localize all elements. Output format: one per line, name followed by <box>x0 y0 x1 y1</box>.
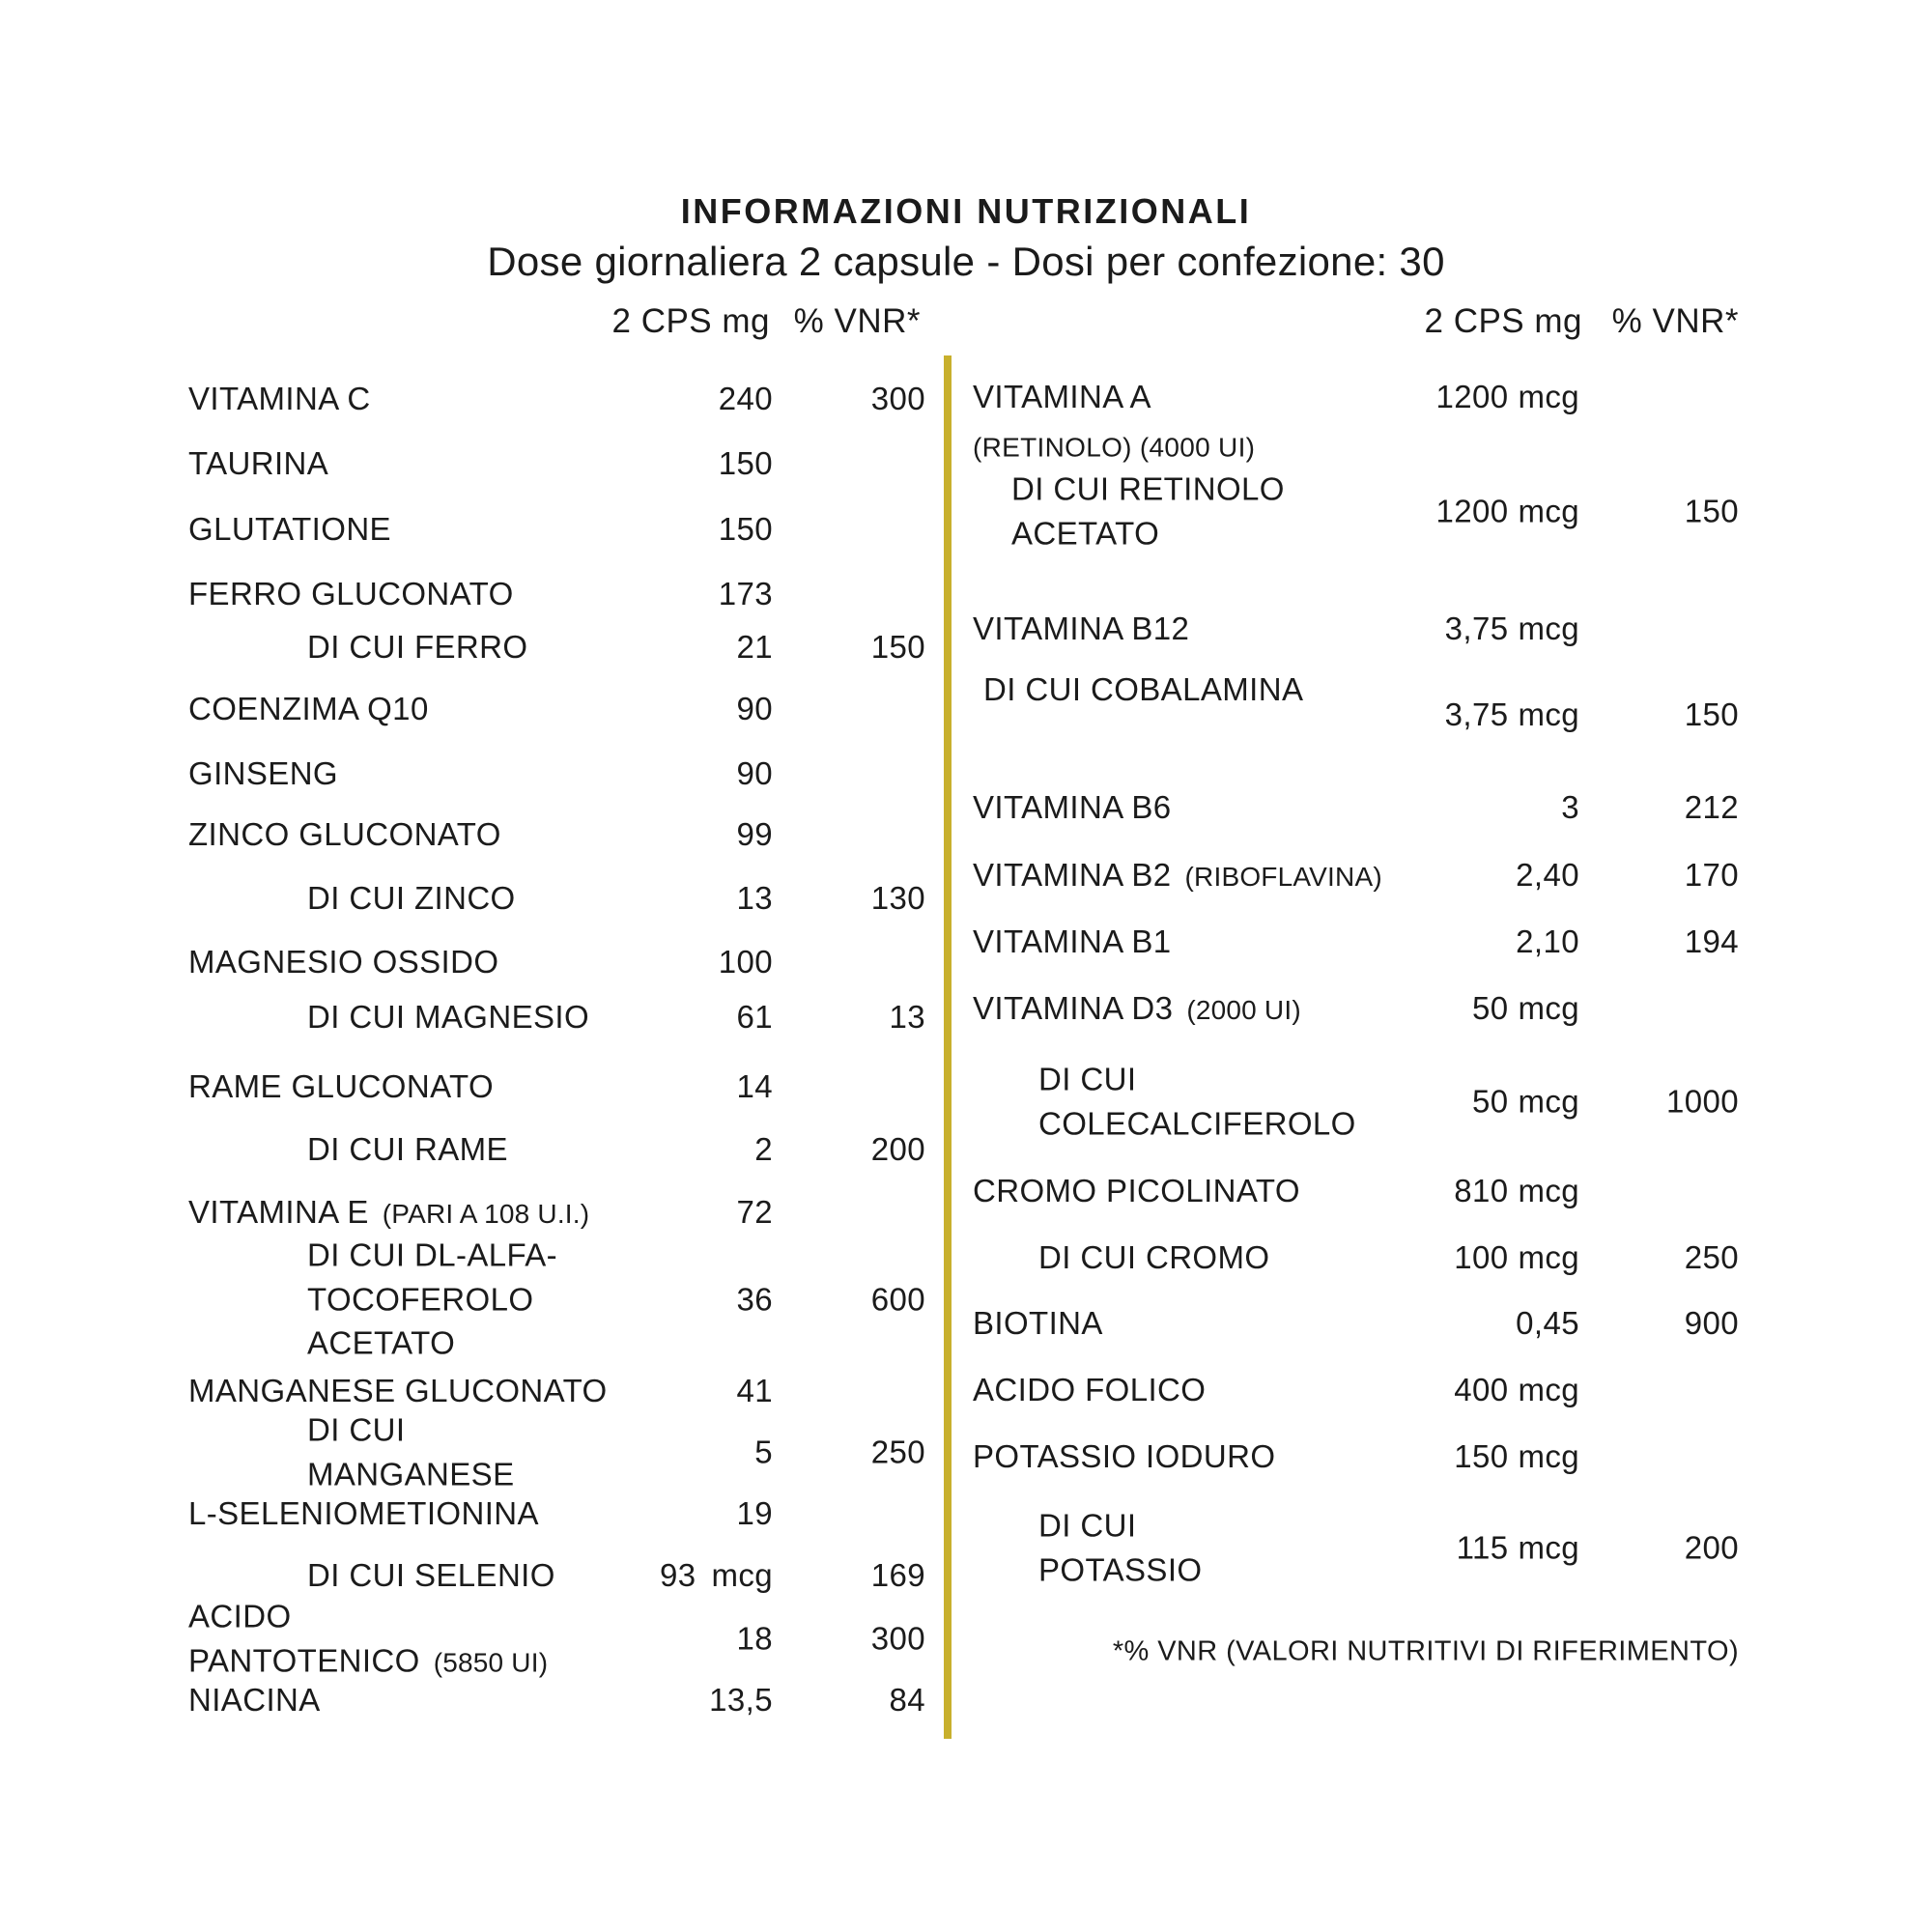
nutrient-label: VITAMINA E (PARI A 108 U.I.) <box>188 1194 590 1231</box>
nutrient-label: VITAMINA C <box>188 381 371 417</box>
nutrient-label: TAURINA <box>188 445 329 482</box>
nutrient-label: VITAMINA A <box>973 379 1151 415</box>
nutrient-label: GINSENG <box>188 755 338 792</box>
nutrient-label: MANGANESE GLUCONATO <box>188 1373 608 1409</box>
page-subtitle: Dose giornaliera 2 capsule - Dosi per confezione: 30 <box>487 239 1445 284</box>
amount-unit: mcg <box>711 1557 773 1594</box>
right-vnr-header: % VNR* <box>1611 302 1739 340</box>
amount-unit: mcg <box>1518 990 1579 1027</box>
nutrient-label: POTASSIO IODURO <box>973 1438 1276 1475</box>
amount-value: 90 <box>736 755 773 792</box>
amount-value: 0,45 <box>1516 1305 1579 1342</box>
vnr-value: 84 <box>889 1682 925 1719</box>
nutrient-label: DI CUI COBALAMINA <box>983 671 1304 707</box>
amount-value: 173 <box>718 576 773 612</box>
vnr-value: 250 <box>1684 1239 1739 1276</box>
amount-value: 400 mcg <box>1454 1372 1579 1408</box>
nutrient-label: FERRO GLUCONATO <box>188 576 514 612</box>
nutrient-label: ACIDO FOLICO <box>973 1372 1207 1408</box>
amount-value: 810 mcg <box>1454 1173 1579 1209</box>
table-row <box>188 572 925 616</box>
amount-value: 150 <box>718 511 773 548</box>
amount-value: 150 mcg <box>1454 1438 1579 1475</box>
amount-value: 61 <box>736 999 773 1036</box>
nutrient-label: DI CUI DL-ALFA-TOCOFEROLO ACETATO <box>307 1236 558 1361</box>
table-row <box>188 441 925 486</box>
vnr-value: 150 <box>1684 696 1739 733</box>
nutrient-label: DI CUI MANGANESE <box>307 1411 515 1492</box>
vnr-value: 170 <box>1684 857 1739 894</box>
table-row <box>973 1503 1739 1591</box>
nutrient-label: VITAMINA B6 <box>973 789 1172 826</box>
amount-value: 100 <box>718 944 773 980</box>
amount-value: 50 mcg <box>1471 990 1579 1027</box>
amount-value: 90 <box>736 691 773 727</box>
table-row <box>188 1492 925 1536</box>
table-row <box>188 625 925 669</box>
amount-value: 240 <box>718 381 773 417</box>
nutrient-label: DI CUI RAME <box>307 1131 508 1168</box>
table-row <box>188 1594 925 1682</box>
table-row <box>973 1169 1739 1213</box>
amount-value: 19 <box>736 1495 773 1532</box>
table-row <box>973 1057 1739 1145</box>
table-row <box>973 467 1739 554</box>
amount-value: 1200 mcg <box>1435 493 1579 529</box>
nutrient-note: (RIBOFLAVINA) <box>1184 862 1382 893</box>
vnr-value: 1000 <box>1665 1083 1739 1120</box>
nutrient-label: DI CUI POTASSIO <box>1038 1507 1203 1587</box>
table-row <box>188 812 925 857</box>
table-row <box>973 1236 1739 1280</box>
amount-value: 3 <box>1561 789 1579 826</box>
nutrient-label: BIOTINA <box>973 1305 1103 1342</box>
amount-value: 100 mcg <box>1454 1239 1579 1276</box>
left-vnr-header: % VNR* <box>793 302 921 340</box>
table-row <box>188 1065 925 1109</box>
nutrient-label: CROMO PICOLINATO <box>973 1173 1300 1209</box>
amount-value: 72 <box>736 1194 773 1231</box>
amount-value: 115 mcg <box>1456 1529 1579 1566</box>
table-row <box>973 853 1739 897</box>
amount-value: 93 mcg <box>659 1557 773 1594</box>
table-row <box>973 986 1739 1031</box>
nutrient-label: DI CUI COLECALCIFEROLO <box>1038 1061 1356 1141</box>
table-row <box>188 687 925 731</box>
table-row <box>188 1234 925 1366</box>
nutrient-label: VITAMINA B2 (RIBOFLAVINA) <box>973 857 1382 894</box>
nutrient-label: COENZIMA Q10 <box>188 691 429 727</box>
nutrient-label: L-SELENIOMETIONINA <box>188 1495 539 1532</box>
left-amount-header: 2 CPS mg <box>611 302 770 340</box>
table-row <box>188 1127 925 1172</box>
page-title: INFORMAZIONI NUTRIZIONALI <box>680 191 1252 231</box>
table-row <box>188 1407 925 1495</box>
vnr-value: 130 <box>870 880 925 917</box>
table-row <box>188 940 925 984</box>
table-row <box>973 668 1739 737</box>
nutrient-label: ZINCO GLUCONATO <box>188 816 501 853</box>
vnr-value: 194 <box>1684 923 1739 960</box>
amount-unit: mcg <box>1518 1529 1579 1566</box>
vnr-value: 169 <box>870 1557 925 1594</box>
amount-value: 3,75 mcg <box>1444 611 1579 647</box>
nutrient-label: DI CUI CROMO <box>1038 1239 1270 1276</box>
table-row <box>188 1553 925 1598</box>
amount-value: 2,40 <box>1516 857 1579 894</box>
table-row <box>188 377 925 421</box>
nutrient-label: VITAMINA D3 (2000 UI) <box>973 990 1301 1027</box>
table-row <box>188 507 925 552</box>
amount-value: 1200 mcg <box>1435 379 1579 415</box>
amount-unit: mcg <box>1518 611 1579 647</box>
table-row <box>973 785 1739 830</box>
nutrient-label: DI CUI FERRO <box>307 629 528 666</box>
table-row <box>973 1301 1739 1346</box>
amount-value: 18 <box>736 1620 773 1657</box>
nutrient-note: (2000 UI) <box>1186 995 1301 1026</box>
table-row <box>188 1190 925 1235</box>
amount-value: 3,75 mcg <box>1444 696 1579 733</box>
vnr-value: 13 <box>889 999 925 1036</box>
amount-unit: mcg <box>1518 696 1579 733</box>
nutrient-note: (PARI A 108 U.I.) <box>382 1199 590 1230</box>
amount-unit: mcg <box>1518 1372 1579 1408</box>
vnr-value: 200 <box>870 1131 925 1168</box>
nutrient-label: ACIDO PANTOTENICO (5850 UI) <box>188 1598 549 1678</box>
table-row <box>973 1368 1739 1412</box>
nutrient-label: MAGNESIO OSSIDO <box>188 944 499 980</box>
vnr-value: 900 <box>1684 1305 1739 1342</box>
amount-unit: mcg <box>1518 1438 1579 1475</box>
vnr-value: 150 <box>1684 493 1739 529</box>
table-row <box>188 1678 925 1722</box>
nutrient-label: DI CUI SELENIO <box>307 1557 555 1594</box>
amount-value: 50 mcg <box>1471 1083 1579 1120</box>
table-row <box>973 607 1739 651</box>
amount-value: 13,5 <box>709 1682 773 1719</box>
table-row <box>973 375 1739 419</box>
amount-unit: mcg <box>1518 1083 1579 1120</box>
amount-value: 14 <box>736 1068 773 1105</box>
amount-value: 2 <box>754 1131 773 1168</box>
nutrient-label: VITAMINA B12 <box>973 611 1190 647</box>
amount-value: 150 <box>718 445 773 482</box>
amount-unit: mcg <box>1518 493 1579 529</box>
nutrient-note-row <box>973 430 1739 468</box>
amount-value: 5 <box>754 1434 773 1470</box>
vnr-value: 300 <box>870 381 925 417</box>
vnr-value: 200 <box>1684 1529 1739 1566</box>
vnr-value: 150 <box>870 629 925 666</box>
column-divider <box>944 355 952 1739</box>
vnr-value: 250 <box>870 1434 925 1470</box>
nutrient-label: RAME GLUCONATO <box>188 1068 495 1105</box>
nutrient-note: (5850 UI) <box>433 1647 549 1677</box>
amount-value: 2,10 <box>1516 923 1579 960</box>
table-row <box>188 995 925 1039</box>
nutrient-label: VITAMINA B1 <box>973 923 1172 960</box>
nutrient-label: GLUTATIONE <box>188 511 391 548</box>
amount-unit: mcg <box>1518 1173 1579 1209</box>
nutrient-label: DI CUI MAGNESIO <box>307 999 590 1036</box>
nutrient-note: (RETINOLO) (4000 UI) <box>973 432 1256 463</box>
table-row <box>973 1435 1739 1479</box>
right-amount-header: 2 CPS mg <box>1424 302 1582 340</box>
vnr-value: 212 <box>1684 789 1739 826</box>
nutrient-label: NIACINA <box>188 1682 321 1719</box>
nutrient-label: DI CUI RETINOLO ACETATO <box>1011 470 1285 551</box>
nutrient-label: DI CUI ZINCO <box>307 880 516 917</box>
amount-unit: mcg <box>1518 379 1579 415</box>
table-row <box>188 876 925 921</box>
amount-value: 99 <box>736 816 773 853</box>
amount-value: 36 <box>736 1281 773 1318</box>
vnr-footnote: *% VNR (VALORI NUTRITIVI DI RIFERIMENTO) <box>1112 1635 1739 1667</box>
amount-unit: mcg <box>1518 1239 1579 1276</box>
amount-value: 41 <box>736 1373 773 1409</box>
vnr-value: 300 <box>870 1620 925 1657</box>
amount-value: 21 <box>736 629 773 666</box>
table-row <box>188 752 925 796</box>
table-row <box>973 920 1739 964</box>
amount-value: 13 <box>736 880 773 917</box>
table-row <box>188 1369 925 1413</box>
vnr-value: 600 <box>870 1281 925 1318</box>
